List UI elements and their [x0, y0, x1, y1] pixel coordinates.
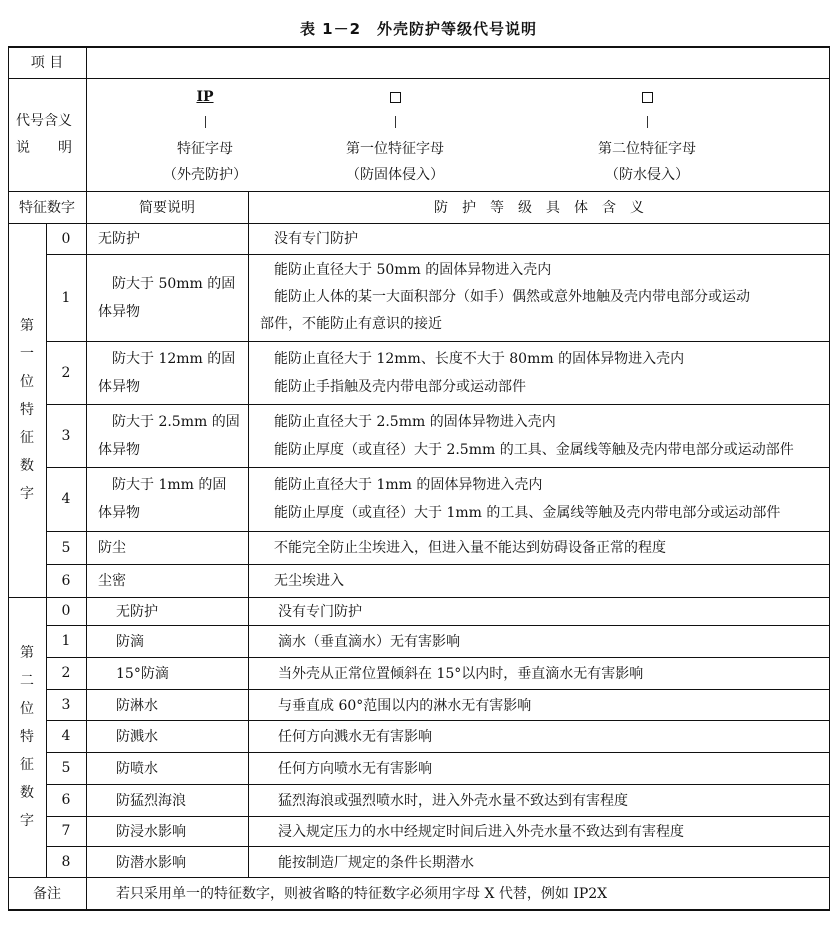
brief-text: 体异物: [98, 303, 140, 320]
brief-cell: [86, 784, 248, 816]
meaning-text: 不能完全防止尘埃进入，但进入量不能达到妨碍设备正常的程度: [274, 539, 666, 556]
placeholder-box-icon: [390, 92, 401, 103]
ip-desc: [105, 162, 305, 186]
code-meaning-line1: 代号含义: [16, 112, 72, 129]
brief-cell: [86, 597, 248, 625]
brief-text: 体异物: [98, 505, 140, 521]
brief-text: 防溅水: [116, 729, 158, 745]
connector-tick: [205, 116, 206, 128]
brief-text: 体异物: [98, 441, 140, 458]
ip-name-text: 特征字母: [177, 141, 233, 157]
digit-cell: [46, 784, 86, 816]
brief-text: 防猛烈海浪: [116, 793, 186, 809]
brief-cell: [86, 564, 248, 597]
brief-text: 防淋水: [116, 697, 158, 714]
group1-label-char: 特: [20, 402, 34, 418]
meaning-text: 能防止手指触及壳内带电部分或运动部件: [274, 378, 526, 395]
digit: 0: [61, 603, 71, 619]
second-digit-desc: [547, 162, 747, 186]
group1-label-char: 字: [20, 486, 34, 502]
first-digit-name-text: 第一位特征字母: [346, 141, 444, 157]
meaning-cell: [248, 784, 830, 816]
row-divider: [8, 909, 830, 911]
meaning-text: 能防止厚度（或直径）大于 1mm 的工具、金属线等触及壳内带电部分或运动部件: [274, 505, 781, 521]
meaning-text: 能防止直径大于 50mm 的固体异物进入壳内: [274, 262, 552, 278]
brief-cell: [86, 752, 248, 784]
meaning-cell: [248, 254, 830, 341]
meaning-text: 能防止直径大于 1mm 的固体异物进入壳内: [274, 477, 543, 493]
group2-label-char: 特: [20, 729, 34, 745]
meaning-cell: [248, 467, 830, 531]
col-brief-text: 简要说明: [139, 200, 195, 216]
connector-tick: [647, 116, 648, 128]
code-meaning-line2: 说 明: [16, 139, 72, 156]
item-label-text: 项 目: [30, 55, 64, 71]
ip-symbol: [105, 86, 305, 108]
digit: 5: [61, 760, 71, 776]
digit-cell: [46, 720, 86, 752]
first-digit-name: [295, 136, 495, 160]
meaning-cell: [248, 689, 830, 720]
meaning-text: 能防止直径大于 2.5mm 的固体异物进入壳内: [274, 413, 556, 430]
brief-text: 无防护: [98, 230, 140, 247]
meaning-cell: [248, 531, 830, 564]
brief-text: 防浸水影响: [116, 824, 186, 840]
digit: 4: [61, 728, 71, 744]
digit-cell: [46, 752, 86, 784]
brief-text: 15°防滴: [116, 666, 169, 682]
digit-cell: [46, 689, 86, 720]
meaning-cell: [248, 657, 830, 689]
second-digit-symbol: [547, 86, 747, 108]
group1-label-char: 数: [20, 458, 34, 474]
digit: 6: [61, 572, 71, 589]
meaning-text: 当外壳从正常位置倾斜在 15°以内时，垂直滴水无有害影响: [278, 666, 644, 682]
brief-cell: [86, 467, 248, 531]
meaning-text: 与垂直成 60°范围以内的淋水无有害影响: [278, 697, 532, 714]
col-feature-digit: [8, 191, 86, 223]
col-meaning-text: 防 护 等 级 具 体 含 义: [434, 200, 644, 216]
brief-cell: [86, 657, 248, 689]
group2-label-char: 第: [20, 645, 34, 661]
group1-label: [8, 223, 46, 597]
note-label: [8, 877, 86, 909]
group2-label-char: 字: [20, 813, 34, 829]
connector-tick: [395, 116, 396, 128]
note-label-text: 备注: [33, 886, 61, 902]
meaning-cell: [248, 597, 830, 625]
group1-label-char: 征: [20, 430, 34, 446]
meaning-text: 能防止厚度（或直径）大于 2.5mm 的工具、金属线等触及壳内带电部分或运动部件: [274, 441, 794, 458]
ip-code: IP: [196, 89, 214, 105]
digit: 8: [61, 853, 71, 870]
meaning-text: 猛烈海浪或强烈喷水时，进入外壳水量不致达到有害程度: [278, 793, 628, 809]
meaning-text: 没有专门防护: [278, 604, 362, 620]
digit-cell: [46, 564, 86, 597]
second-digit-name-text: 第二位特征字母: [598, 141, 696, 157]
meaning-cell: [248, 564, 830, 597]
group2-label-char: 征: [20, 757, 34, 773]
meaning-text: 滴水（垂直滴水）无有害影响: [278, 634, 460, 650]
brief-cell: [86, 720, 248, 752]
meaning-cell: [248, 816, 830, 846]
row-divider: [8, 78, 830, 79]
digit-cell: [46, 657, 86, 689]
col-brief: [86, 191, 248, 223]
group1-label-char: 第: [20, 318, 34, 334]
digit: 0: [61, 230, 71, 247]
brief-cell: [86, 531, 248, 564]
brief-text: 防大于 1mm 的固: [112, 477, 227, 493]
digit: 5: [61, 539, 71, 556]
meaning-cell: [248, 720, 830, 752]
brief-text: 无防护: [116, 604, 158, 620]
brief-text: 体异物: [98, 378, 140, 395]
table-title: 表 1－2 外壳防护等级代号说明: [299, 20, 538, 38]
first-digit-desc: [295, 162, 495, 186]
digit: 7: [61, 823, 71, 839]
brief-cell: [86, 223, 248, 254]
first-digit-symbol: [295, 86, 495, 108]
meaning-text: 浸入规定压力的水中经规定时间后进入外壳水量不致达到有害程度: [278, 824, 684, 840]
digit: 1: [61, 289, 71, 306]
note-text: [86, 877, 830, 909]
meaning-cell: [248, 625, 830, 657]
digit: 6: [61, 792, 71, 808]
group2-label-char: 数: [20, 785, 34, 801]
second-digit-desc-text: （防水侵入）: [605, 167, 689, 183]
col-feature-digit-text: 特征数字: [19, 200, 75, 216]
digit-cell: [46, 597, 86, 625]
meaning-text: 能防止人体的某一大面积部分（如手）偶然或意外地触及壳内带电部分或运动: [274, 289, 750, 305]
meaning-text: 能按制造厂规定的条件长期潜水: [278, 854, 474, 871]
group1-label-char: 位: [20, 374, 34, 390]
meaning-cell: [248, 223, 830, 254]
digit-cell: [46, 816, 86, 846]
meaning-cell: [248, 341, 830, 404]
brief-cell: [86, 625, 248, 657]
meaning-text: 没有专门防护: [274, 230, 358, 247]
group2-label: [8, 597, 46, 877]
brief-text: 尘密: [98, 572, 126, 589]
col-meaning: [248, 191, 830, 223]
meaning-text: 任何方向喷水无有害影响: [278, 761, 432, 777]
digit: 2: [61, 665, 71, 681]
code-meaning-label: [8, 78, 86, 191]
digit-cell: [46, 467, 86, 531]
group2-label-char: 二: [20, 673, 34, 689]
digit: 3: [61, 427, 71, 444]
meaning-cell: [248, 846, 830, 877]
brief-text: 防潜水影响: [116, 854, 186, 871]
brief-cell: [86, 254, 248, 341]
note-text-content: 若只采用单一的特征数字，则被省略的特征数字必须用字母 X 代替，例如 IP2X: [116, 886, 608, 902]
brief-cell: [86, 816, 248, 846]
brief-text: 防滴: [116, 634, 144, 650]
digit-cell: [46, 254, 86, 341]
item-label: [8, 46, 86, 78]
digit: 3: [61, 696, 71, 713]
digit: 4: [61, 491, 71, 507]
digit-cell: [46, 223, 86, 254]
meaning-text: 无尘埃进入: [274, 572, 344, 589]
group1-label-char: 一: [20, 346, 34, 362]
brief-cell: [86, 689, 248, 720]
digit: 2: [61, 364, 71, 381]
first-digit-desc-text: （防固体侵入）: [346, 167, 444, 183]
row-divider: [8, 46, 830, 48]
group2-label-char: 位: [20, 701, 34, 717]
brief-text: 防大于 50mm 的固: [112, 275, 236, 292]
digit-cell: [46, 625, 86, 657]
ip-desc-text: （外壳防护）: [163, 167, 247, 183]
digit-cell: [46, 404, 86, 467]
brief-text: 防大于 2.5mm 的固: [112, 413, 240, 430]
placeholder-box-icon: [642, 92, 653, 103]
digit-cell: [46, 846, 86, 877]
brief-text: 防大于 12mm 的固: [112, 350, 236, 367]
meaning-text: 能防止直径大于 12mm、长度不大于 80mm 的固体异物进入壳内: [274, 350, 685, 367]
brief-cell: [86, 404, 248, 467]
brief-text: 防喷水: [116, 761, 158, 777]
brief-cell: [86, 341, 248, 404]
meaning-cell: [248, 404, 830, 467]
digit-cell: [46, 341, 86, 404]
digit-cell: [46, 531, 86, 564]
second-digit-name: [547, 136, 747, 160]
digit: 1: [61, 633, 71, 649]
meaning-cell: [248, 752, 830, 784]
ip-name: [105, 136, 305, 160]
brief-text: 防尘: [98, 539, 126, 556]
meaning-text: 部件，不能防止有意识的接近: [260, 316, 442, 332]
meaning-text: 任何方向溅水无有害影响: [278, 729, 432, 745]
brief-cell: [86, 846, 248, 877]
